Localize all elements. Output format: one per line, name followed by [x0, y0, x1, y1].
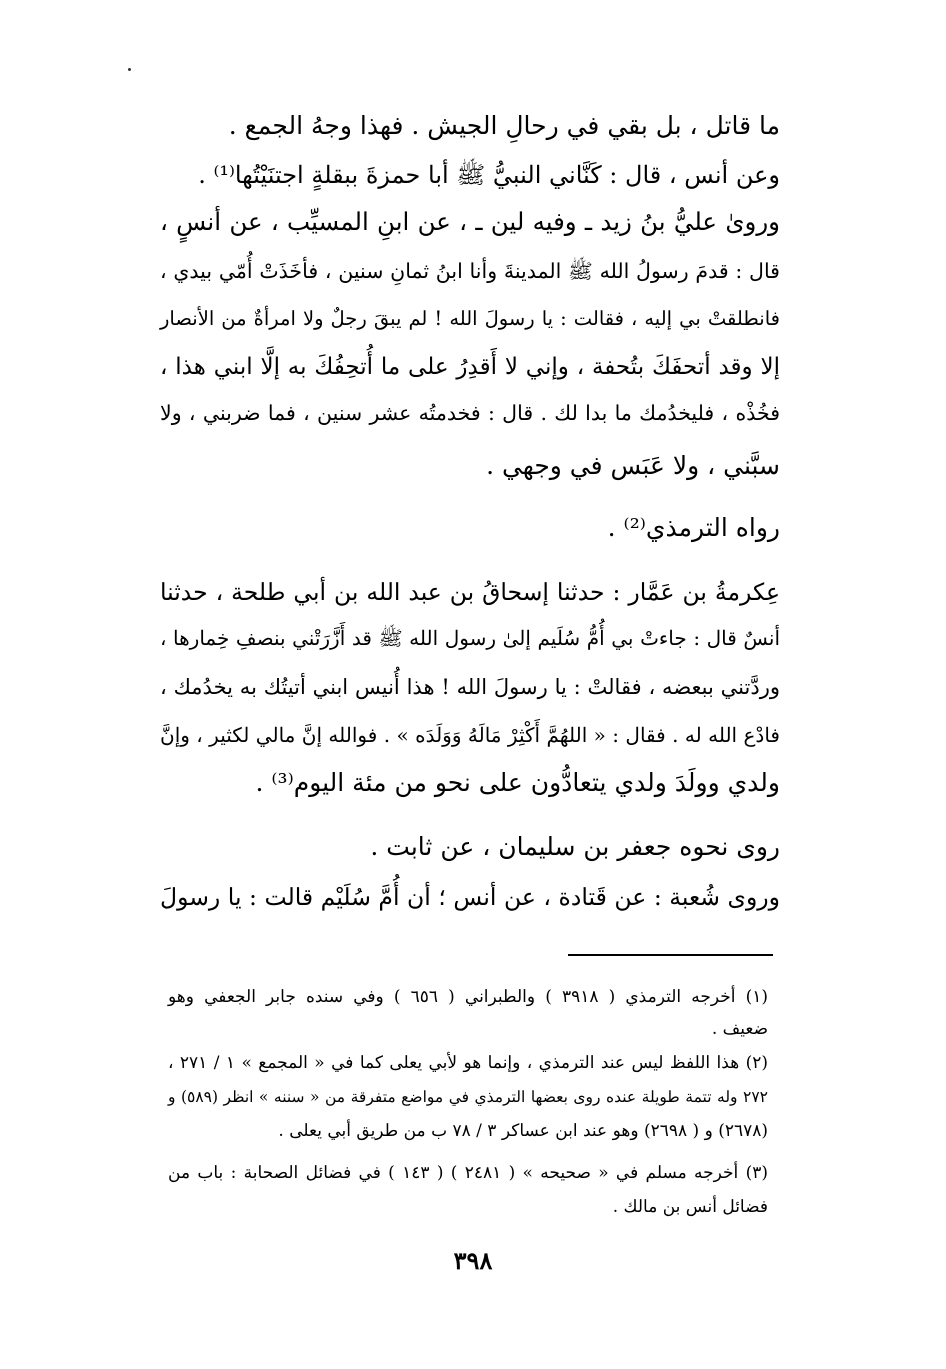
body-line: إلا وقد أتحفَكَ بتُحفة ، وإني لا أَقدِرُ على ما أُتحِفُكَ به إلَّا ابني هذا ، — [160, 354, 780, 380]
body-line: فانطلقتْ بي إليه ، فقالت : يا رسولَ الله ! لم يبقَ رجلٌ ولا امرأةٌ من الأنصار — [160, 307, 780, 330]
footnote-line: (٢٦٧٨) و ( ٢٦٩٨) وهو عند ابن عساكر ٣ / ٧٨ ب من طريق أبي يعلى . — [278, 1121, 768, 1141]
footnote-line: ٢٧٢ وله تتمة طويلة عنده روى بعضها الترمذي في مواضع متفرقة من « سننه » انظر (٥٨٩) و — [168, 1088, 768, 1106]
page-number: ٣٩٨ — [453, 1246, 493, 1275]
body-line: وروىٰ عليُّ بنُ زيد ـ وفيه لين ـ ، عن ابنِ المسيِّب ، عن أنسٍ ، — [160, 207, 780, 236]
body-line: وروى شُعبة : عن قَتادة ، عن أنس ؛ أن أُمَّ سُلَيْم قالت : يا رسولَ — [160, 883, 780, 911]
scan-speck — [128, 68, 131, 71]
body-line: سبَّني ، ولا عَبَس في وجهي . — [486, 451, 780, 480]
body-line: ولدي وولَدَ ولدي يتعادُّون على نحو من مئة اليوم⁽³⁾ . — [255, 768, 780, 797]
footnote-line: فضائل أنس بن مالك . — [612, 1197, 768, 1217]
body-line: فخُذْه ، فليخدُمك ما بدا لك . قال : فخدمتُه عشر سنين ، فما ضربني ، ولا — [160, 401, 780, 425]
body-line: رواه الترمذي⁽²⁾ . — [607, 513, 780, 542]
body-line: قال : قدمَ رسولُ الله ﷺ المدينةَ وأنا ابنُ ثمانِ سنين ، فأخَذَتْ أُمّي بيدي ، — [160, 259, 780, 283]
footnote-line: (٢) هذا اللفظ ليس عند الترمذي ، وإنما هو لأبي يعلى كما في « المجمع » ١ / ٢٧١ ، — [168, 1053, 769, 1073]
body-line: وردَّتني ببعضه ، فقالتْ : يا رسولَ الله ! هذا أُنيس ابني أتيتُك به يخدُمك ، — [160, 675, 780, 699]
body-line: ما قاتل ، بل بقي في رحالِ الجيش . فهذا وجهُ الجمع . — [228, 111, 780, 140]
body-line: فادْع الله له . فقال : « اللهُمَّ أَكْثِرْ مَالَهُ وَوَلَدَه » . فوالله إنَّ مالي لكثير ، وإنَّ — [160, 723, 780, 747]
footnote-line: (١) أخرجه الترمذي ( ٣٩١٨ ) والطبراني ( ٦٥٦ ) وفي سنده جابر الجعفي وهو — [168, 987, 768, 1007]
body-line: عِكرمةُ بن عَمَّار : حدثنا إسحاقُ بن عبد الله بن أبي طلحة ، حدثنا — [160, 578, 780, 606]
footnote-separator — [568, 954, 773, 956]
body-line: روى نحوه جعفر بن سليمان ، عن ثابت . — [370, 832, 780, 861]
body-line: وعن أنس ، قال : كَنَّاني النبيُّ ﷺ أبا حمزةَ ببقلةٍ اجتنَيْتُها⁽¹⁾ . — [198, 161, 780, 189]
footnote-line: (٣) أخرجه مسلم في « صحيحه » ( ٢٤٨١ ) ( ١٤٣ ) في فضائل الصحابة : باب من — [168, 1163, 769, 1183]
body-line: أنسٌ قال : جاءتْ بي أُمُّ سُلَيم إلىٰ رسول الله ﷺ قد أَزَّرَتْني بنصفِ خِمارها ، — [160, 626, 780, 650]
footnote-line: ضعيف . — [711, 1019, 768, 1039]
